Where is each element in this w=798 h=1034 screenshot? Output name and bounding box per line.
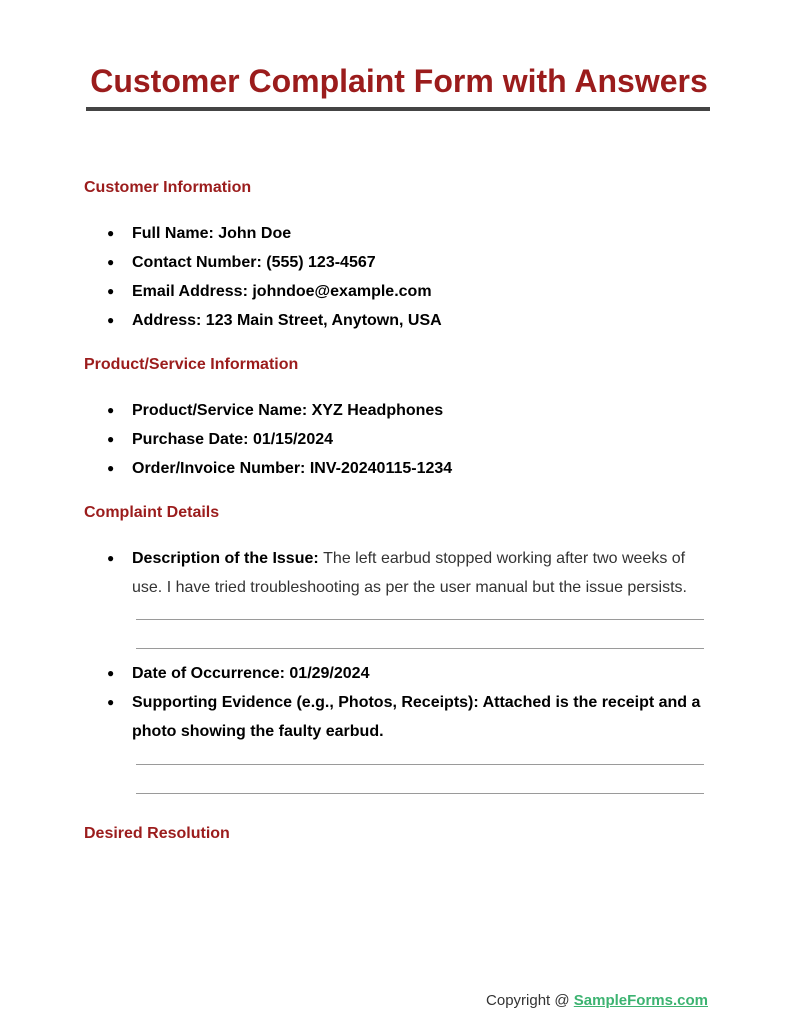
- field-label: Supporting Evidence (e.g., Photos, Receipts):: [132, 694, 483, 711]
- field-value: johndoe@example.com: [252, 283, 432, 300]
- field-label: Date of Occurrence:: [132, 665, 290, 682]
- page-title: Customer Complaint Form with Answers: [90, 63, 708, 99]
- bullet: ●: [107, 666, 115, 680]
- bullet: ●: [107, 695, 115, 709]
- answer-line: [136, 648, 704, 649]
- bullet: ●: [107, 284, 115, 298]
- section-heading-customer-information: Customer Information: [84, 179, 252, 196]
- list-item-purchase-date: [107, 425, 707, 454]
- field-label: Address:: [132, 312, 206, 329]
- list-item-supporting-evidence: [107, 688, 707, 746]
- list-item-issue-description: [107, 544, 707, 602]
- field-label: Contact Number:: [132, 254, 267, 271]
- section-heading-desired-resolution: Desired Resolution: [84, 825, 230, 842]
- bullet: ●: [107, 226, 115, 240]
- list-item-order-number: [107, 454, 707, 483]
- bullet: ●: [107, 255, 115, 269]
- field-value: Attached is the receipt and a photo showing the faulty earbud.: [132, 694, 701, 740]
- field-label: Full Name:: [132, 225, 219, 242]
- field-value: (555) 123-4567: [266, 254, 376, 271]
- field-label: Product/Service Name:: [132, 402, 312, 419]
- footer-copyright: [486, 991, 708, 1011]
- field-value: 01/29/2024: [289, 665, 370, 682]
- field-value: John Doe: [218, 225, 292, 242]
- section-heading-complaint-details: Complaint Details: [84, 504, 220, 521]
- bullet: ●: [107, 461, 115, 475]
- copyright-text: Copyright @: [486, 992, 574, 1009]
- title-divider: [86, 107, 710, 111]
- answer-line: [136, 793, 704, 794]
- field-value: XYZ Headphones: [311, 402, 444, 419]
- field-label: Description of the Issue:: [132, 550, 324, 567]
- list-item-contact-number: [107, 248, 707, 277]
- list-item-product-name: [107, 396, 707, 425]
- brand-link[interactable]: SampleForms.com: [573, 992, 708, 1009]
- answer-line: [136, 619, 704, 620]
- answer-line: [136, 764, 704, 765]
- section-heading-product-service-information: Product/Service Information: [84, 356, 299, 373]
- list-item-email-address: [107, 277, 707, 306]
- bullet: ●: [107, 432, 115, 446]
- list-item-full-name: [107, 219, 707, 248]
- field-value: 01/15/2024: [252, 431, 334, 448]
- list-item-address: [107, 306, 707, 335]
- field-value: The left earbud stopped working after two weeks of use. I have tried troubleshooting as per the user manual but the issue persists.: [132, 550, 687, 596]
- field-value: 123 Main Street, Anytown, USA: [205, 312, 442, 329]
- field-label: Order/Invoice Number:: [132, 460, 310, 477]
- bullet: ●: [107, 403, 115, 417]
- field-value: INV-20240115-1234: [309, 460, 453, 477]
- bullet: ●: [107, 551, 115, 565]
- field-label: Purchase Date:: [132, 431, 253, 448]
- list-item-date-of-occurrence: [107, 659, 707, 688]
- bullet: ●: [107, 313, 115, 327]
- field-label: Email Address:: [132, 283, 253, 300]
